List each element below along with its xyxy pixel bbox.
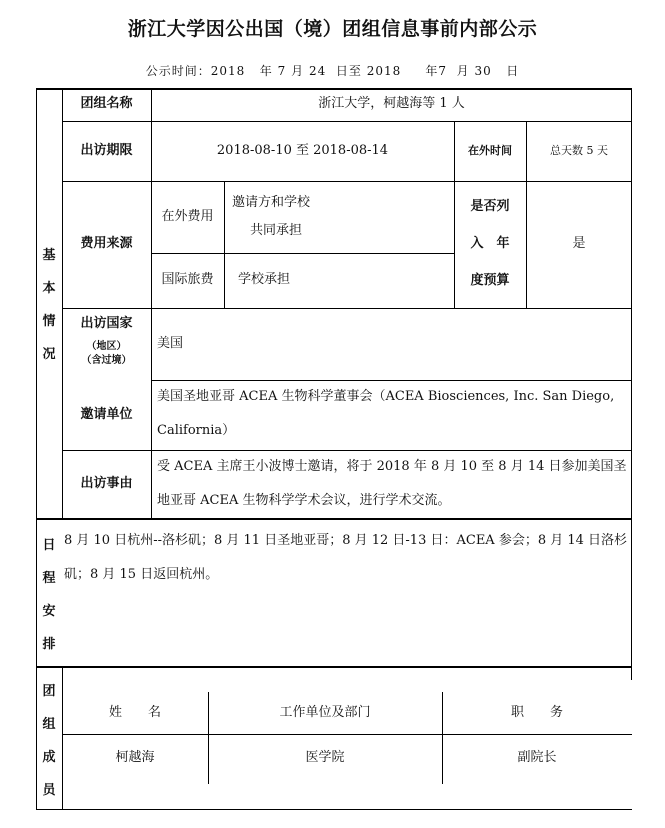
country-value: 美国 xyxy=(157,335,184,351)
group-name-value: 浙江大学，柯越海等 1 人 xyxy=(318,96,465,112)
members-label: 团 组 成 员 xyxy=(42,684,56,798)
travel-cost-label: 国际旅费 xyxy=(161,272,214,288)
abroad-cost-value: 邀请方和学校 共同承担 xyxy=(232,195,311,238)
period-start-year: 2018 xyxy=(210,64,246,78)
member-position: 副院长 xyxy=(517,749,557,765)
inviter-label: 邀请单位 xyxy=(80,406,133,422)
inviter-value: 美国圣地亚哥 ACEA 生物科学董事会（ACEA Biosciences, Inc. San Diego, California） xyxy=(157,389,615,438)
info-form xyxy=(36,88,632,810)
abroad-cost-label: 在外费用 xyxy=(161,208,214,224)
country-label: 出访国家 （地区） （含过境） xyxy=(80,316,133,366)
budget-question: 是否列 入 年 度预算 xyxy=(470,199,510,288)
visit-period-label: 出访期限 xyxy=(80,142,133,158)
abroad-time-label: 在外时间 xyxy=(468,144,512,158)
page-title: 浙江大学因公出国（境）团组信息事前内部公示 xyxy=(127,18,538,40)
purpose-value: 受 ACEA 主席王小波博士邀请，将于 2018 年 8 月 10 至 8 月 14 日参加美国圣地亚哥 ACEA 生物科学学术会议，进行学术交流。 xyxy=(157,459,627,508)
abroad-time-value: 总天数 5 天 xyxy=(550,144,608,158)
schedule-label: 日 程 安 排 xyxy=(42,538,56,652)
group-name-label: 团组名称 xyxy=(80,96,133,112)
visit-period-value: 2018-08-10 至 2018-08-14 xyxy=(216,142,389,158)
basic-info-label: 基 本 情 况 xyxy=(42,248,56,362)
members-header-unit: 工作单位及部门 xyxy=(279,704,371,720)
member-unit: 医学院 xyxy=(305,749,345,765)
period-end-month: 7 xyxy=(438,64,447,78)
period-label: 公示时间： xyxy=(145,64,211,78)
schedule-value: 8 月 10 日杭州--洛杉矶；8 月 11 日圣地亚哥；8 月 12 日-13 日：ACEA 参会；8 月 14 日洛杉矶；8 月 15 日返回杭州。 xyxy=(64,533,628,582)
period-start-month: 7 xyxy=(277,64,287,78)
funding-label: 费用来源 xyxy=(80,236,133,252)
members-header-name: 姓 名 xyxy=(108,704,161,720)
member-name: 柯越海 xyxy=(115,749,155,765)
budget-answer: 是 xyxy=(572,236,586,252)
period-end-day: 30 xyxy=(474,64,492,78)
publicity-period: 公示时间：2018 年 7 月 24 日至 2018 年7 月 30 日 xyxy=(145,64,520,78)
purpose-label: 出访事由 xyxy=(80,475,133,491)
travel-cost-value: 学校承担 xyxy=(238,272,291,288)
members-header-position: 职 务 xyxy=(510,704,563,720)
period-end-year: 2018 xyxy=(366,64,402,78)
period-start-day: 24 xyxy=(308,64,327,78)
